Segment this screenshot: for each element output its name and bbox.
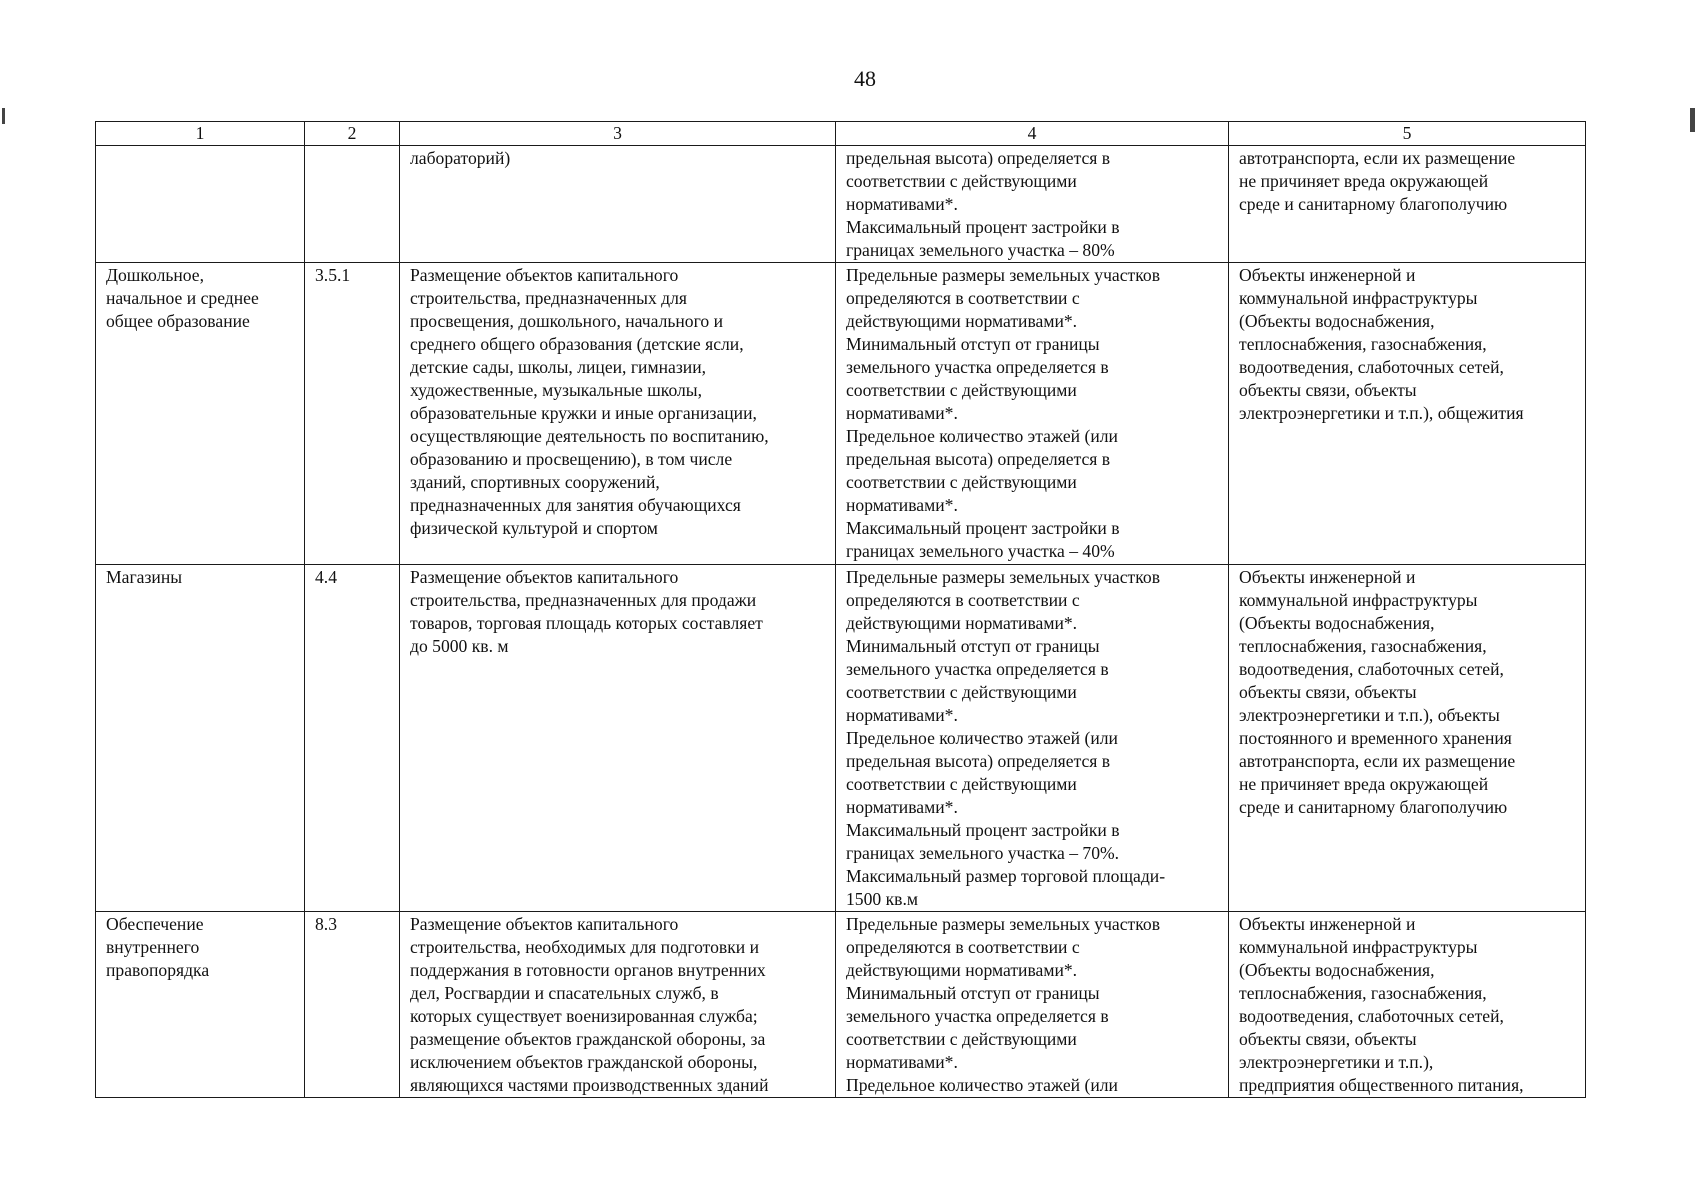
parameter-line: нормативами*.	[846, 1052, 958, 1072]
parameter-line: Минимальный отступ от границы	[846, 334, 1100, 354]
parameters-cell	[836, 146, 1229, 263]
description-line: предназначенных для занятия обучающихся	[410, 495, 741, 515]
auxiliary-line: не причиняет вреда окружающей	[1239, 774, 1489, 794]
description-line: просвещения, дошкольного, начального и	[410, 311, 723, 331]
auxiliary-line: не причиняет вреда окружающей	[1239, 171, 1489, 191]
auxiliary-line: электроэнергетики и т.п.),	[1239, 1052, 1434, 1072]
parameter-line: Предельное количество этажей (или	[846, 728, 1118, 748]
description-line: образованию и просвещению), в том числе	[410, 449, 733, 469]
use-name-cell	[96, 565, 305, 912]
auxiliary-line: водоотведения, слаботочных сетей,	[1239, 357, 1504, 377]
parameters-cell	[836, 912, 1229, 1098]
parameter-line: земельного участка определяется в	[846, 659, 1109, 679]
parameter-line: определяются в соответствии с	[846, 590, 1080, 610]
parameter-line: нормативами*.	[846, 403, 958, 423]
parameter-line: Предельное количество этажей (или	[846, 426, 1118, 446]
parameter-line: соответствии с действующими	[846, 774, 1077, 794]
auxiliary-line: коммунальной инфраструктуры	[1239, 590, 1478, 610]
description-line: строительства, предназначенных для	[410, 288, 687, 308]
description-line: лабораторий)	[410, 148, 511, 168]
column-header: 3	[400, 122, 836, 146]
table-row	[96, 146, 1586, 263]
column-header: 2	[305, 122, 400, 146]
description-line: зданий, спортивных сооружений,	[410, 472, 660, 492]
auxiliary-line: водоотведения, слаботочных сетей,	[1239, 659, 1504, 679]
table-row	[96, 912, 1586, 1098]
auxiliary-uses-cell	[1229, 146, 1586, 263]
parameter-line: нормативами*.	[846, 495, 958, 515]
use-name-line: Магазины	[106, 567, 183, 587]
auxiliary-line: Объекты инженерной и	[1239, 265, 1416, 285]
column-header: 4	[836, 122, 1229, 146]
parameters-cell	[836, 565, 1229, 912]
auxiliary-line: (Объекты водоснабжения,	[1239, 613, 1435, 633]
auxiliary-line: среде и санитарному благополучию	[1239, 797, 1508, 817]
parameter-line: действующими нормативами*.	[846, 613, 1078, 633]
auxiliary-uses-cell	[1229, 263, 1586, 565]
use-code-cell	[305, 146, 400, 263]
parameter-line: определяются в соответствии с	[846, 937, 1080, 957]
use-description-cell	[400, 146, 836, 263]
use-name-cell	[96, 263, 305, 565]
table-header-row	[96, 122, 1586, 146]
description-line: Размещение объектов капитального	[410, 567, 679, 587]
parameter-line: Минимальный отступ от границы	[846, 983, 1100, 1003]
auxiliary-line: электроэнергетики и т.п.), объекты	[1239, 705, 1500, 725]
table-row	[96, 565, 1586, 912]
page-number: 48	[854, 66, 876, 91]
parameter-line: 1500 кв.м	[846, 889, 918, 909]
parameter-line: предельная высота) определяется в	[846, 148, 1111, 168]
auxiliary-uses-cell	[1229, 565, 1586, 912]
parameter-line: Предельные размеры земельных участков	[846, 914, 1160, 934]
parameter-line: границах земельного участка – 40%	[846, 541, 1115, 561]
use-name-line: правопорядка	[106, 960, 210, 980]
description-line: строительства, необходимых для подготовки и	[410, 937, 759, 957]
auxiliary-uses-cell	[1229, 912, 1586, 1098]
parameter-line: Предельные размеры земельных участков	[846, 265, 1160, 285]
auxiliary-line: (Объекты водоснабжения,	[1239, 311, 1435, 331]
description-line: образовательные кружки и иные организации,	[410, 403, 757, 423]
auxiliary-line: объекты связи, объекты	[1239, 682, 1417, 702]
table-row	[96, 263, 1586, 565]
parameter-line: соответствии с действующими	[846, 1029, 1077, 1049]
use-description-cell	[400, 565, 836, 912]
auxiliary-line: коммунальной инфраструктуры	[1239, 937, 1478, 957]
parameter-line: действующими нормативами*.	[846, 960, 1078, 980]
description-line: до 5000 кв. м	[410, 636, 509, 656]
description-line: которых существует военизированная служба;	[410, 1006, 758, 1026]
description-line: Размещение объектов капитального	[410, 265, 679, 285]
parameter-line: Максимальный процент застройки в	[846, 518, 1120, 538]
parameter-line: предельная высота) определяется в	[846, 449, 1111, 469]
table-body	[96, 146, 1586, 1098]
description-line: являющихся частями производственных зданий	[410, 1075, 769, 1095]
description-line: исключением объектов гражданской обороны,	[410, 1052, 758, 1072]
use-name-cell	[96, 912, 305, 1098]
parameter-line: земельного участка определяется в	[846, 1006, 1109, 1026]
parameter-line: Предельные размеры земельных участков	[846, 567, 1160, 587]
parameter-line: действующими нормативами*.	[846, 311, 1078, 331]
description-line: детские сады, школы, лицеи, гимназии,	[410, 357, 707, 377]
parameter-line: Максимальный процент застройки в	[846, 820, 1120, 840]
auxiliary-line: теплоснабжения, газоснабжения,	[1239, 334, 1487, 354]
description-line: среднего общего образования (детские ясли,	[410, 334, 744, 354]
use-name-line: общее образование	[106, 311, 250, 331]
use-description-cell	[400, 912, 836, 1098]
use-name-line: Обеспечение	[106, 914, 204, 934]
parameter-line: соответствии с действующими	[846, 472, 1077, 492]
auxiliary-line: Объекты инженерной и	[1239, 567, 1416, 587]
description-line: Размещение объектов капитального	[410, 914, 679, 934]
scan-edge-mark-right	[1690, 108, 1695, 132]
parameter-line: Максимальный процент застройки в	[846, 217, 1120, 237]
auxiliary-line: среде и санитарному благополучию	[1239, 194, 1508, 214]
parameter-line: соответствии с действующими	[846, 682, 1077, 702]
description-line: физической культурой и спортом	[410, 518, 658, 538]
parameters-cell	[836, 263, 1229, 565]
auxiliary-line: объекты связи, объекты	[1239, 1029, 1417, 1049]
auxiliary-line: постоянного и временного хранения	[1239, 728, 1512, 748]
description-line: строительства, предназначенных для продажи	[410, 590, 757, 610]
use-name-line: Дошкольное,	[106, 265, 205, 285]
parameter-line: нормативами*.	[846, 705, 958, 725]
auxiliary-line: автотранспорта, если их размещение	[1239, 148, 1516, 168]
parameter-line: предельная высота) определяется в	[846, 751, 1111, 771]
parameter-line: определяются в соответствии с	[846, 288, 1080, 308]
use-name-cell	[96, 146, 305, 263]
parameter-line: соответствии с действующими	[846, 380, 1077, 400]
parameter-line: нормативами*.	[846, 194, 958, 214]
description-line: художественные, музыкальные школы,	[410, 380, 703, 400]
parameter-line: границах земельного участка – 70%.	[846, 843, 1120, 863]
parameter-line: Предельное количество этажей (или	[846, 1075, 1118, 1095]
auxiliary-line: автотранспорта, если их размещение	[1239, 751, 1516, 771]
parameter-line: Максимальный размер торговой площади-	[846, 866, 1166, 886]
use-code-cell: 3.5.1	[305, 263, 400, 565]
scan-edge-mark-left	[2, 108, 5, 124]
auxiliary-line: предприятия общественного питания,	[1239, 1075, 1524, 1095]
description-line: товаров, торговая площадь которых составляет	[410, 613, 763, 633]
column-header: 1	[96, 122, 305, 146]
use-name-line: внутреннего	[106, 937, 200, 957]
parameter-line: Минимальный отступ от границы	[846, 636, 1100, 656]
parameter-line: границах земельного участка – 80%	[846, 240, 1115, 260]
auxiliary-line: водоотведения, слаботочных сетей,	[1239, 1006, 1504, 1026]
auxiliary-line: коммунальной инфраструктуры	[1239, 288, 1478, 308]
parameter-line: соответствии с действующими	[846, 171, 1077, 191]
auxiliary-line: электроэнергетики и т.п.), общежития	[1239, 403, 1524, 423]
use-code-cell: 4.4	[305, 565, 400, 912]
use-description-cell	[400, 263, 836, 565]
description-line: осуществляющие деятельность по воспитанию,	[410, 426, 769, 446]
auxiliary-line: (Объекты водоснабжения,	[1239, 960, 1435, 980]
land-use-table	[95, 121, 1586, 1098]
description-line: дел, Росгвардии и спасательных служб, в	[410, 983, 719, 1003]
description-line: поддержания в готовности органов внутренних	[410, 960, 766, 980]
description-line: размещение объектов гражданской обороны, за	[410, 1029, 766, 1049]
parameter-line: земельного участка определяется в	[846, 357, 1109, 377]
auxiliary-line: теплоснабжения, газоснабжения,	[1239, 983, 1487, 1003]
use-name-line: начальное и среднее	[106, 288, 259, 308]
auxiliary-line: Объекты инженерной и	[1239, 914, 1416, 934]
auxiliary-line: теплоснабжения, газоснабжения,	[1239, 636, 1487, 656]
use-code-cell: 8.3	[305, 912, 400, 1098]
parameter-line: нормативами*.	[846, 797, 958, 817]
column-header: 5	[1229, 122, 1586, 146]
auxiliary-line: объекты связи, объекты	[1239, 380, 1417, 400]
